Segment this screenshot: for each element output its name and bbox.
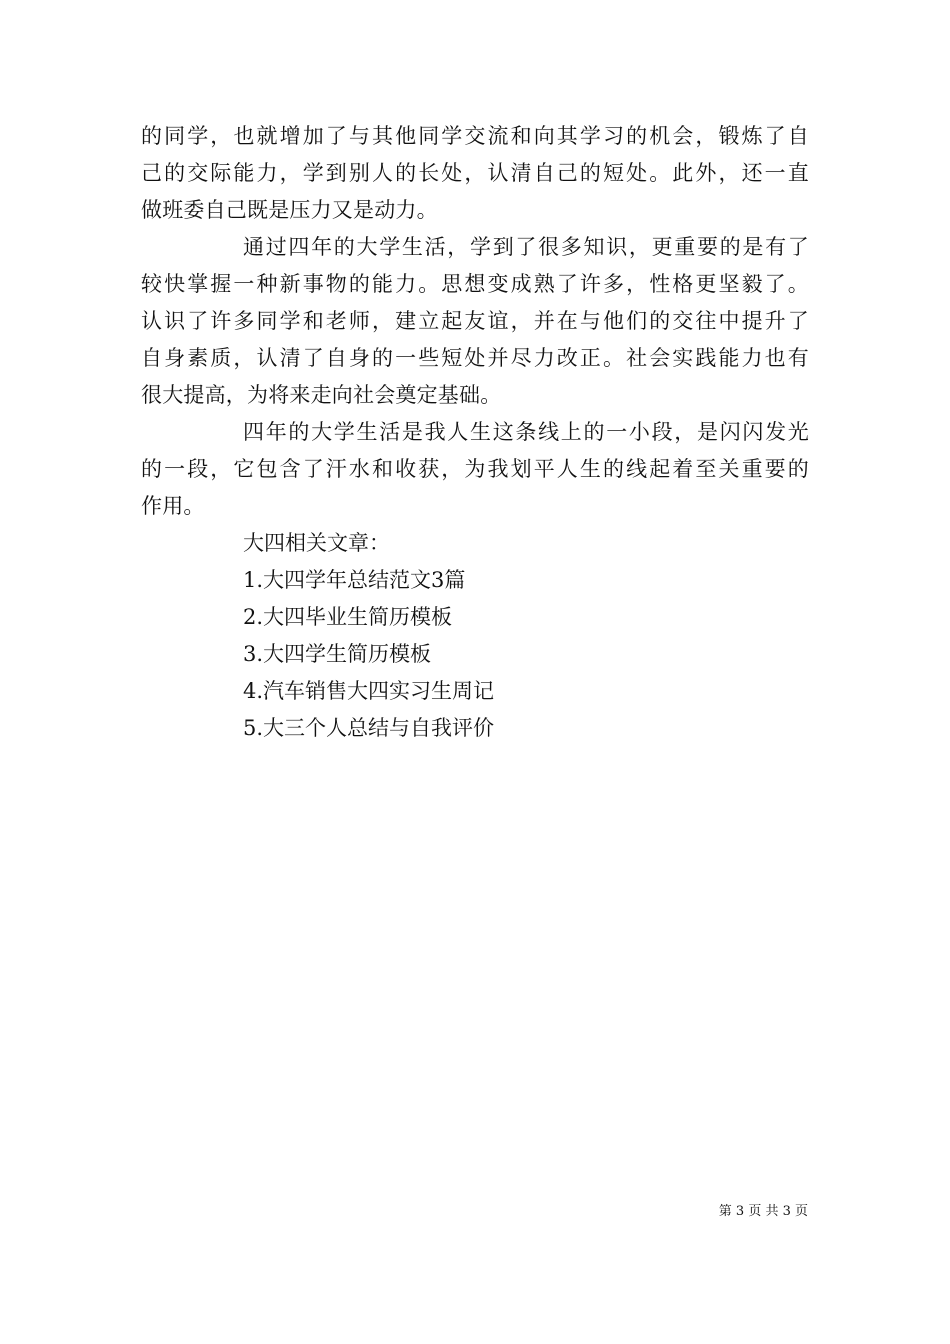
paragraph-line: 作用。 xyxy=(141,494,205,518)
body-text xyxy=(141,118,809,525)
related-article-link[interactable]: 4.汽车销售大四实习生周记 xyxy=(243,679,495,703)
paragraph-line: 认识了许多同学和老师，建立起友谊，并在与他们的交往中提升了 xyxy=(141,309,809,333)
paragraph-line: 很大提高，为将来走向社会奠定基础。 xyxy=(141,383,502,407)
paragraph-line: 做班委自己既是压力又是动力。 xyxy=(141,198,438,222)
paragraph-line: 自身素质，认清了自身的一些短处并尽力改正。社会实践能力也有 xyxy=(141,346,809,370)
paragraph-line: 的一段，它包含了汗水和收获，为我划平人生的线起着至关重要的 xyxy=(141,457,809,481)
paragraph-line: 四年的大学生活是我人生这条线上的一小段，是闪闪发光 xyxy=(243,420,809,444)
paragraph-line: 的同学，也就增加了与其他同学交流和向其学习的机会，锻炼了自 xyxy=(141,124,809,148)
related-articles-heading: 大四相关文章： xyxy=(243,531,390,555)
related-article-link[interactable]: 3.大四学生简历模板 xyxy=(243,642,432,666)
paragraph-line: 通过四年的大学生活，学到了很多知识，更重要的是有了 xyxy=(243,235,809,259)
related-article-link[interactable]: 2.大四毕业生简历模板 xyxy=(243,605,453,629)
related-articles xyxy=(243,525,494,747)
page-number-footer: 第 3 页 共 3 页 xyxy=(718,1204,808,1219)
related-article-link[interactable]: 5.大三个人总结与自我评价 xyxy=(243,716,495,740)
related-article-link[interactable]: 1.大四学年总结范文3篇 xyxy=(243,568,466,592)
paragraph-line: 己的交际能力，学到别人的长处，认清自己的短处。此外，还一直 xyxy=(141,161,809,185)
paragraph-line: 较快掌握一种新事物的能力。思想变成熟了许多，性格更坚毅了。 xyxy=(141,272,809,296)
